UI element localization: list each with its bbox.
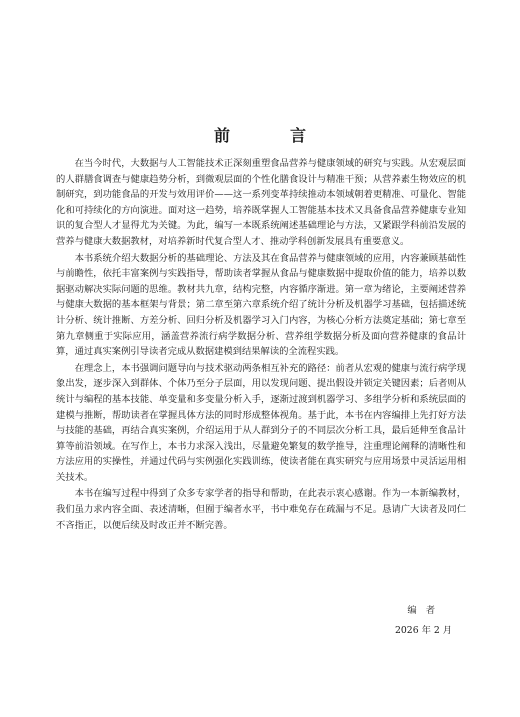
paragraph-4: 本书在编写过程中得到了众多专家学者的指导和帮助，在此表示衷心感谢。作为一本新编教材，我们虽力求内容全面、表述清晰，但囿于编者水平，书中难免存在疏漏与不足。恳请广大读者及同仁不吝指正，以便后续及时改正并不断完善。 <box>56 488 466 531</box>
paragraph-3: 在理念上，本书强调问题导向与技术驱动两条相互补充的路径：前者从宏观的健康与流行病学现象出发，逐步深入到群体、个体乃至分子层面，用以发现问题、提出假设并锁定关键因素；后者则从统计与编程的基本技能、单变量和多变量分析入手，逐渐过渡到机器学习、多组学分析和系统层面的建模与推断，帮助读者在掌握具体方法的同时形成整体视角。基于此，本书在内容编排上先打好方法与技能的基础，再结合真实案例，介绍运用于从人群到分子的不同层次分析工具，最后延伸至食品计算等前沿领域。在写作上，本书力求深入浅出，尽量避免繁复的数学推导，注重理论阐释的清晰性和方法应用的实操性，并通过代码与实例强化实践训练，使读者能在真实研究与应用场景中灵活运用相关技术。 <box>56 362 466 483</box>
preface-body <box>56 156 466 534</box>
signature: 编者 <box>407 605 444 616</box>
signature-line <box>56 602 466 616</box>
page-title: 前 言 <box>213 126 328 145</box>
paragraph-1: 在当今时代，大数据与人工智能技术正深刻重塑食品营养与健康领域的研究与实践。从宏观层面的人群膳食调查与健康趋势分析，到微观层面的个性化膳食设计与精准干预；从营养素生物效应的机制研究，到功能食品的开发与效用评价——这一系列变革持续推动本领域朝着更精准、可量化、智能化和可持续化的方向演进。面对这一趋势，培养既掌握人工智能基本技术又具备食品营养健康专业知识的复合型人才显得尤为关键。为此，编写一本既系统阐述基础理论与方法，又紧跟学科前沿发展的营养与健康大数据教材，对培养新时代复合型人才、推动学科创新发展具有重要意义。 <box>56 158 466 247</box>
paragraph-2: 本书系统介绍大数据分析的基础理论、方法及其在食品营养与健康领域的应用，内容兼顾基础性与前瞻性，依托丰富案例与实践指导，帮助读者掌握从食品与健康数据中提取价值的能力，培养以数据驱动解决实际问题的思维。教材共九章，结构完整，内容循序渐进。第一章为绪论，主要阐述营养与健康大数据的基本框架与背景；第二章至第六章系统介绍了统计分析及机器学习基础，包括描述统计分析、统计推断、方差分析、回归分析及机器学习入门内容，为核心分析方法奠定基础；第七章至第九章侧重于实际应用，涵盖营养流行病学数据分析、营养组学数据分析及面向营养健康的食品计算，通过真实案例引导读者完成从数据建模到结果解读的全流程实践。 <box>56 252 466 358</box>
date: 2026 年 2 月 <box>394 625 452 636</box>
date-line <box>56 622 466 636</box>
